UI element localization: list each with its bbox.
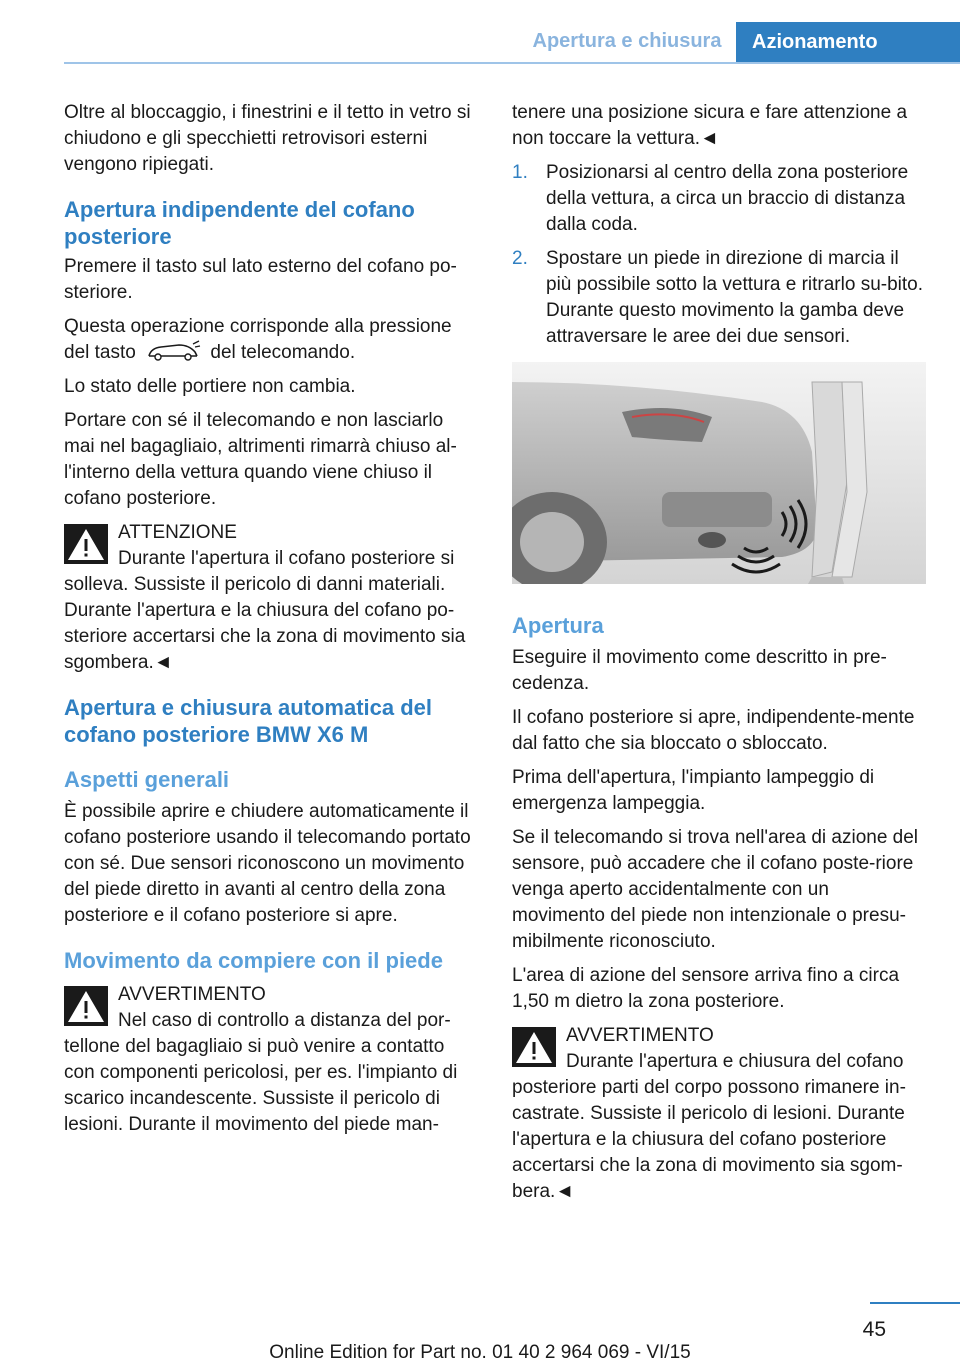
warning-block-pinch (512, 1023, 926, 1205)
paragraph-remote-equivalent (64, 314, 478, 366)
header-rule (64, 62, 960, 64)
list-item (512, 246, 926, 350)
heading-general: Aspetti generali (64, 767, 230, 792)
header-section: Apertura e chiusura (532, 30, 722, 52)
paragraph-doors-status: Lo stato delle portiere non cambia. (64, 376, 356, 397)
step-text: Spostare un piede in direzione di marcia il più possibile sotto la vettura e ritrarlo su-bito. Durante questo movimento la gamba deve attraversare le aree dei due sensori. (546, 248, 924, 347)
foot-gesture-illustration (512, 362, 926, 584)
left-column (64, 100, 478, 1148)
warning-title: AVVERTIMENTO (118, 984, 266, 1005)
step-number: 1. (512, 162, 528, 183)
warning-text: Nel caso di controllo a distanza del por-tellone del bagagliaio si può venire a contatto con componenti pericolosi, per es. l'impianto di scarico incandescente. Sussiste il pericolo di lesioni. Durante il movimento del piede man- (64, 1010, 458, 1135)
list-item (512, 160, 926, 238)
heading-tailgate-independent: Apertura indipendente del cofano posteriore (64, 197, 415, 249)
step-number: 2. (512, 248, 528, 269)
header-chapter-tab: Azionamento (736, 22, 960, 62)
edition-line: Online Edition for Part no. 01 40 2 964 069 - VI/15 (269, 1342, 691, 1363)
right-column (512, 100, 926, 1215)
paragraph-remote-a: Questa operazione corrisponde alla pressione del tasto (64, 316, 452, 363)
paragraph-continued: tenere una posizione sicura e fare attenzione a non toccare la vettura.◄ (512, 102, 908, 149)
paragraph-locking: Oltre al bloccaggio, i finestrini e il tetto in vetro si chiudono e gli specchietti retrovisori esterni vengono ripiegati. (64, 102, 471, 175)
tailgate-remote-icon (145, 340, 201, 362)
warning-triangle-icon (64, 524, 108, 564)
paragraph-tailgate-opens: Il cofano posteriore si apre, indipendente-mente dal fatto che sia bloccato o sbloccato. (512, 707, 915, 754)
paragraph-sensor-range: L'area di azione del sensore arriva fino a circa 1,50 m dietro la zona posteriore. (512, 965, 900, 1012)
page-number: 45 (862, 1318, 886, 1341)
heading-opening: Apertura (512, 613, 604, 638)
warning-text: Durante l'apertura e chiusura del cofano posteriore parti del corpo possono rimanere in-castrate. Sussiste il pericolo di lesioni. Durante l'apertura e la chiusura del cofano posteriore accertarsi che la zona di movimento sia sgom-bera.◄ (512, 1051, 906, 1202)
paragraph-remote-b: del telecomando. (210, 342, 356, 363)
warning-text: Durante l'apertura il cofano posteriore si solleva. Sussiste il pericolo di danni materiali. Durante l'apertura e la chiusura del cofano po-steriore accertarsi che la zona di movimento sia sgombera.◄ (64, 548, 466, 673)
paragraph-hazard-flash: Prima dell'apertura, l'impianto lampeggio di emergenza lampeggia. (512, 767, 875, 814)
paragraph-press-button: Premere il tasto sul lato esterno del cofano po-steriore. (64, 256, 457, 303)
warning-block-caution (64, 982, 478, 1138)
footer-rule (870, 1302, 960, 1304)
warning-triangle-icon (64, 986, 108, 1026)
steps-list (512, 160, 926, 350)
step-text: Posizionarsi al centro della zona posteriore della vettura, a circa un braccio di distanza dalla coda. (546, 162, 909, 235)
paragraph-carry-remote: Portare con sé il telecomando e non lasciarlo mai nel bagagliaio, altrimenti rimarrà chiuso al-l'interno della vettura quando viene chiuso il cofano posteriore. (64, 410, 457, 509)
warning-title: AVVERTIMENTO (566, 1025, 714, 1046)
warning-title: ATTENZIONE (118, 522, 237, 543)
heading-auto-tailgate: Apertura e chiusura automatica del cofano posteriore BMW X6 M (64, 695, 432, 747)
paragraph-accidental-open: Se il telecomando si trova nell'area di azione del sensore, può accadere che il cofano poste-riore venga aperto accidentalmente con un movimento del piede non intenzionale o presu-mibilmente riconosciuto. (512, 827, 919, 952)
warning-block-attention (64, 520, 478, 676)
heading-foot-movement: Movimento da compiere con il piede (64, 948, 443, 973)
warning-triangle-icon (512, 1027, 556, 1067)
paragraph-auto-open: È possibile aprire e chiudere automaticamente il cofano posteriore usando il telecomando portato con sé. Due sensori riconoscono un movimento del piede diretto in avanti al centro della zona posteriore e il cofano posteriore si apre. (64, 801, 471, 926)
paragraph-perform-movement: Eseguire il movimento come descritto in pre-cedenza. (512, 647, 887, 694)
